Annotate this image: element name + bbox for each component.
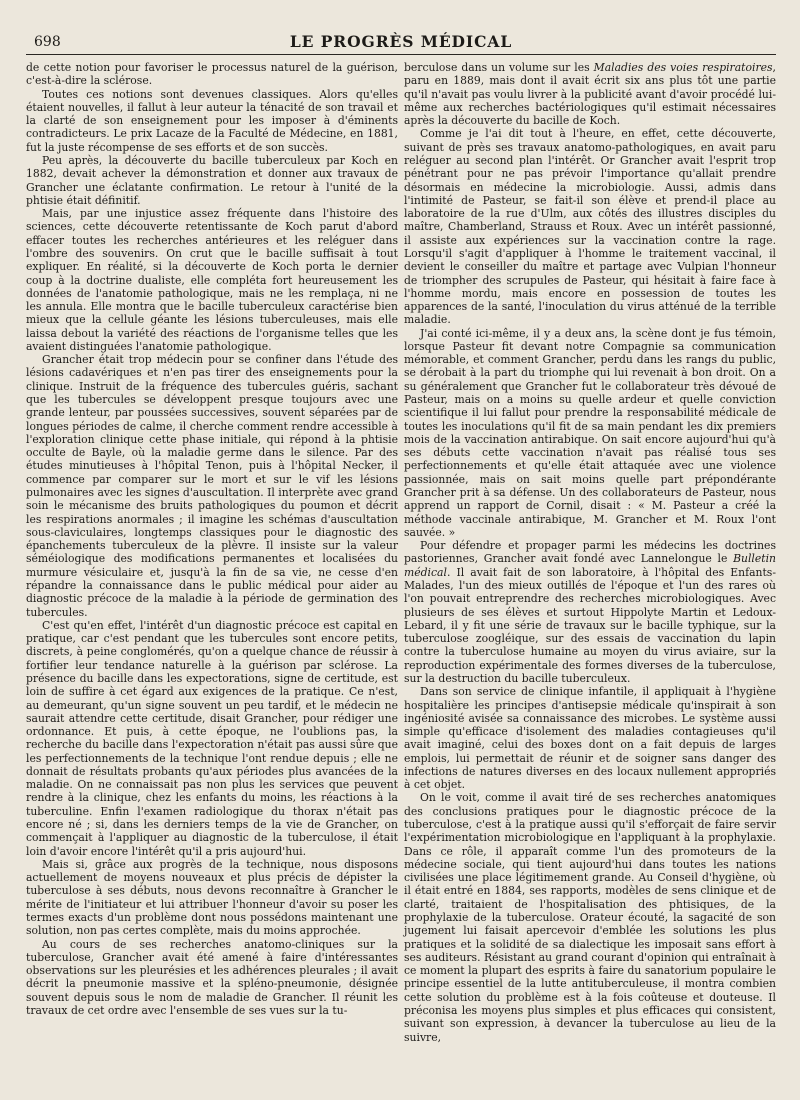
paragraph: Au cours de ses recherches anatomo-cliniques sur la tuberculose, Grancher avait été amené à faire d'intéressantes observations sur les pleurésies et les adhérences pleurales ; il avait décrit la pneumonie massive et la spléno-pneumonie, désignée souvent depuis sous le nom de maladie de Grancher. Il réunit les travaux de cet ordre avec l'ensemble de ses vues sur la tu- [26, 937, 398, 1017]
paragraph: C'est qu'en effet, l'intérêt d'un diagnostic précoce est capital en pratique, car c'est pendant que les tubercules sont encore petits, discrets, à peine conglomérés, qu'on a quelque chance de réussir à fortifier leur tendance naturelle à la guérison par sclérose. La présence du bacille dans les expectorations, signe de certitude, est loin de suffire à cet égard aux exigences de la pratique. Ce n'est, au demeurant, qu'un signe souvent un peu tardif, et le médecin ne saurait attendre cette certitude, disait Grancher, pour rédiger une ordonnance. Et puis, à cette époque, ne l'oublions pas, la recherche du bacille dans l'expectoration n'était pas aussi sûre que les perfectionnements de la technique l'ont rendue depuis ; elle ne donnait de résultats probants qu'aux périodes plus avancées de la maladie. On ne connaissait pas non plus les services que peuvent rendre à la clinique, chez les enfants du moins, les réactions à la tuberculine. Enfin l'examen radiologique du thorax n'était pas encore né ; si, dans les derniers temps de la vie de Grancher, on commençait à l'appliquer au diagnostic de la tuberculose, il était loin d'avoir encore l'intérêt qu'il a pris aujourd'hui. [26, 618, 398, 858]
left-column [26, 61, 398, 1044]
paragraph: Comme je l'ai dit tout à l'heure, en effet, cette découverte, suivant de près ses travaux anatomo-pathologiques, en avait paru reléguer au second plan l'intérêt. Or Grancher avait l'esprit trop pénétrant pour ne pas prévoir l'importance qu'allait prendre désormais en médecine la microbiologie. Aussi, admis dans l'intimité de Pasteur, se fait-il son élève et prend-il place au laboratoire de la rue d'Ulm, aux côtés des illustres disciples du maître, Chamberland, Strauss et Roux. Avec un intérêt passionné, il assiste aux expériences sur la vaccination contre la rage. Lorsqu'il s'agit d'appliquer à l'homme le traitement vaccinal, il devient le conseiller du maître et partage avec Vulpian l'honneur de triompher des scrupules de Pasteur, qui hésitait à faire face à l'homme mordu, mais encore en possession de toutes les apparences de la santé, l'inoculation du virus atténué de la terrible maladie. [404, 127, 776, 327]
paragraph: berculose dans un volume sur les Maladies des voies respiratoires, paru en 1889, mais dont il avait écrit six ans plus tôt une partie qu'il n'avait pas voulu livrer à la publicité avant d'avoir procédé lui-même aux recherches bactériologiques qu'il estimait nécessaires après la découverte du bacille de Koch. [404, 61, 776, 128]
page-number: 698 [34, 34, 61, 50]
running-header [26, 14, 776, 55]
paragraph: de cette notion pour favoriser le processus naturel de la guérison, c'est-à-dire la sclérose. [26, 61, 398, 88]
body-columns [26, 61, 776, 1044]
paragraph: Grancher était trop médecin pour se confiner dans l'étude des lésions cadavériques et n'en pas tirer des enseignements pour la clinique. Instruit de la fréquence des tubercules guéris, sachant que les tubercules se développent presque toujours avec une grande lenteur, par poussées successives, souvent séparées par de longues périodes de calme, il cherche comment rendre accessible à l'exploration clinique cette phase initiale, qui répond à la phtisie occulte de Bayle, où la maladie germe dans le silence. Par des études minutieuses à l'hôpital Tenon, puis à l'hôpital Necker, il commence par comparer sur le mort et sur le vif les lésions pulmonaires avec les signes d'auscultation. Il interprète avec grand soin le mécanisme des bruits pathologiques du poumon et décrit les respirations anormales ; il imagine les schémas d'auscultation sous-claviculaires, longtemps classiques pour le diagnostic des épanchements tuberculeux de la plèvre. Il insiste sur la valeur séméiologique des modifications permanentes et localisées du murmure vésiculaire et, jusqu'à la fin de sa vie, ne cesse d'en répandre la connaissance dans le public médical pour aider au diagnostic précoce de la maladie à la période de germination des tubercules. [26, 353, 398, 619]
paragraph: Toutes ces notions sont devenues classiques. Alors qu'elles étaient nouvelles, il fallut à leur auteur la ténacité de son travail et la clarté de son enseignement pour les imposer à d'éminents contradicteurs. Le prix Lacaze de la Faculté de Médecine, en 1881, fut la juste récompense de ses efforts et de son succès. [26, 87, 398, 154]
right-column [404, 61, 776, 1044]
paragraph: Mais, par une injustice assez fréquente dans l'histoire des sciences, cette découverte retentissante de Koch parut d'abord effacer toutes les recherches antérieures et les reléguer dans l'ombre des souvenirs. On crut que le bacille suffisait à tout expliquer. En réalité, si la découverte de Koch porta le dernier coup à la doctrine dualiste, elle compléta fort heureusement les données de l'anatomie pathologique, mais ne les remplaça, ni ne les annula. Elle montra que le bacille tuberculeux caractérise bien mieux que la cellule géante les lésions tuberculeuses, mais elle laissa debout la variété des réactions de l'organisme telles que les avaient distinguées l'anatomie pathologique. [26, 207, 398, 353]
paragraph: Peu après, la découverte du bacille tuberculeux par Koch en 1882, devait achever la démonstration et donner aux travaux de Grancher une éclatante confirmation. Le retour à l'unité de la phtisie était définitif. [26, 153, 398, 207]
paragraph: Pour défendre et propager parmi les médecins les doctrines pastoriennes, Grancher avait fondé avec Lannelongue le Bulletin médical. Il avait fait de son laboratoire, à l'hôpital des Enfants-Malades, l'un des mieux outillés de l'époque et l'un des rares où l'on pouvait entreprendre des recherches microbiologiques. Avec plusieurs de ses élèves et surtout Hippolyte Martin et Ledoux-Lebard, il y fit une série de travaux sur le bacille typhique, sur la tuberculose zoogléique, sur des essais de vaccination du lapin contre la tuberculose humaine au moyen du virus aviaire, sur la reproduction expérimentale des formes diverses de la tuberculose, sur la destruction du bacille tuberculeux. [404, 539, 776, 685]
paragraph: On le voit, comme il avait tiré de ses recherches anatomiques des conclusions pratiques pour le diagnostic précoce de la tuberculose, c'est à la pratique aussi qu'il s'efforçait de faire servir l'expérimentation microbiologique en l'appliquant à la prophylaxie. Dans ce rôle, il apparaît comme l'un des promoteurs de la médecine sociale, qui tient aujourd'hui dans toutes les nations civilisées une place légitimement grande. Au Conseil d'hygiène, où il était entré en 1884, ses rapports, modèles de sens clinique et de clarté, traitaient de l'hospitalisation des phtisiques, de la prophylaxie de la tuberculose. Orateur écouté, la sagacité de son jugement lui faisait apercevoir d'emblée les solutions les plus pratiques et la solidité de sa dialectique les imposait sans effort à ses auditeurs. Résistant au grand courant d'opinion qui entraînait à ce moment la plupart des esprits à faire du sanatorium populaire le principe essentiel de la lutte antituberculeuse, il montra combien cette solution du problème est à la fois coûteuse et douteuse. Il préconisa les moyens plus simples et plus efficaces qui consistent, suivant son expression, à devancer la tuberculose au lieu de la suivre, [404, 791, 776, 1044]
journal-title: LE PROGRÈS MÉDICAL [289, 32, 513, 51]
paragraph: J'ai conté ici-même, il y a deux ans, la scène dont je fus témoin, lorsque Pasteur fit devant notre Compagnie sa communication mémorable, et comment Grancher, perdu dans les rangs du public, se dérobait à la part du triomphe qui lui revenait à bon droit. On a su généralement que Grancher fut le collaborateur très dévoué de Pasteur, mais on a moins su quelle ardeur et quelle conviction scientifique il lui fallut pour prendre la responsabilité médicale de toutes les inoculations qu'il fit de sa main pendant les dix premiers mois de la vaccination antirabique. On sait encore aujourd'hui qu'à ses débuts cette vaccination n'avait pas réalisé tous ses perfectionnements et qu'elle était attaquée avec une violence passionnée, mais on sait moins quelle part prépondérante Grancher prit à sa défense. Un des collaborateurs de Pasteur, nous apprend un rapport de Cornil, disait : « M. Pasteur a créé la méthode vaccinale antirabique, M. Grancher et M. Roux l'ont sauvée. » [404, 326, 776, 539]
paragraph: Dans son service de clinique infantile, il appliquait à l'hygiène hospitalière les principes d'antisepsie médicale qu'inspirait à son ingéniosité avisée sa connaissance des microbes. Le système aussi simple qu'efficace d'isolement des maladies contagieuses qu'il avait imaginé, celui des boxes dont on a fait depuis de larges emplois, lui permettait de réunir et de soigner sans danger des infections de natures diverses en des locaux nullement appropriés à cet objet. [404, 685, 776, 792]
paragraph: Mais si, grâce aux progrès de la technique, nous disposons actuellement de moyens nouveaux et plus précis de dépister la tuberculose à ses débuts, nous devons reconnaître à Grancher le mérite de l'initiateur et lui attribuer l'honneur d'avoir su poser les termes exacts d'un problème dont nous possédons maintenant une solution, non pas certes complète, mais du moins approchée. [26, 857, 398, 938]
